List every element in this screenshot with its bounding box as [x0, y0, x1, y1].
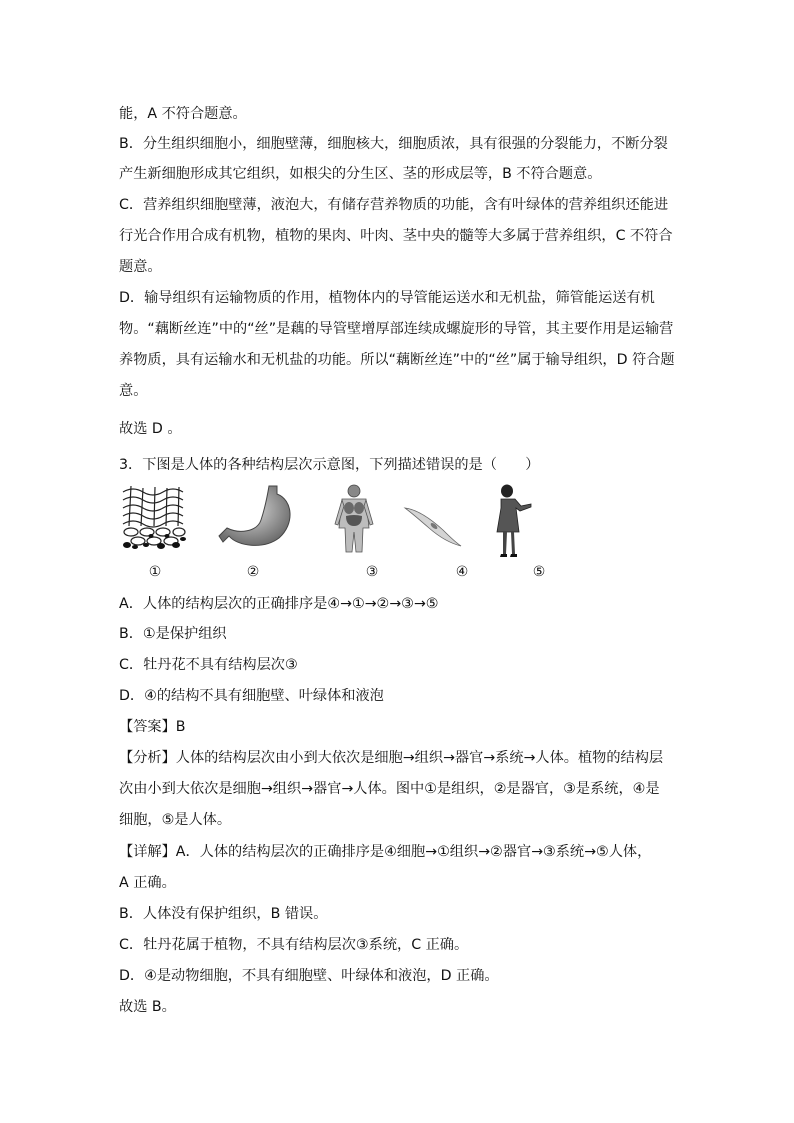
text-line: 物。“藕断丝连”中的“丝”是藕的导管壁增厚部连续成螺旋形的导管，其主要作用是运输营 [119, 321, 674, 337]
option-b: B．①是保护组织 [119, 626, 227, 642]
question-stem: 3．下图是人体的各种结构层次示意图，下列描述错误的是（ ） [119, 457, 540, 473]
text-line: 行光合作用合成有机物，植物的果肉、叶肉、茎中央的髓等大多属于营养组织，C 不符合 [119, 228, 673, 244]
text-line: 产生新细胞形成其它组织，如根尖的分生区、茎的形成层等，B 不符合题意。 [119, 166, 602, 182]
analysis-line: 【分析】人体的结构层次由小到大依次是细胞→组织→器官→系统→人体。植物的结构层 [119, 750, 664, 766]
human-system-image [329, 484, 379, 554]
analysis-line: 细胞，⑤是人体。 [119, 812, 232, 828]
detail-line: B．人体没有保护组织，B 错误。 [119, 906, 328, 922]
detail-line: 故选 B。 [119, 999, 176, 1015]
text-line: 故选 D 。 [119, 421, 182, 437]
detail-line: D．④是动物细胞，不具有细胞壁、叶绿体和液泡，D 正确。 [119, 968, 499, 984]
option-a: A．人体的结构层次的正确排序是④→①→②→③→⑤ [119, 596, 439, 612]
text-line: 题意。 [119, 259, 162, 275]
text-line: C．营养组织细胞壁薄，液泡大，有储存营养物质的功能，含有叶绿体的营养组织还能进 [119, 197, 669, 213]
figure-label: ① [148, 564, 162, 580]
text-line: 养物质，具有运输水和无机盐的功能。所以“藕断丝连”中的“丝”属于输导组织，D 符合题 [119, 352, 675, 368]
text-line: 能，A 不符合题意。 [119, 106, 247, 122]
option-d: D．④的结构不具有细胞壁、叶绿体和液泡 [119, 688, 384, 704]
analysis-line: 次由小到大依次是细胞→组织→器官→人体。图中①是组织，②是器官，③是系统，④是 [119, 781, 660, 797]
stomach-image [217, 484, 297, 550]
figure-label: ⑤ [532, 564, 546, 580]
figure-label: ④ [455, 564, 469, 580]
answer-line: 【答案】B [119, 719, 186, 735]
figure-label: ③ [365, 564, 379, 580]
structure-levels-figure [119, 484, 559, 554]
detail-line: 【详解】A．人体的结构层次的正确排序是④细胞→①组织→②器官→③系统→⑤人体， [119, 844, 652, 860]
cell-image [401, 484, 467, 550]
person-image [491, 484, 537, 558]
text-line: D．输导组织有运输物质的作用，植物体内的导管能运送水和无机盐，筛管能运送有机 [119, 290, 655, 306]
detail-line: A 正确。 [119, 875, 176, 891]
option-c: C．牡丹花不具有结构层次③ [119, 657, 298, 673]
text-line: 意。 [119, 383, 148, 399]
figure-label: ② [246, 564, 260, 580]
tissue-image [121, 484, 187, 550]
detail-line: C．牡丹花属于植物，不具有结构层次③系统，C 正确。 [119, 937, 469, 953]
text-line: B．分生组织细胞小，细胞壁薄，细胞核大，细胞质浓，具有很强的分裂能力，不断分裂 [119, 136, 668, 152]
